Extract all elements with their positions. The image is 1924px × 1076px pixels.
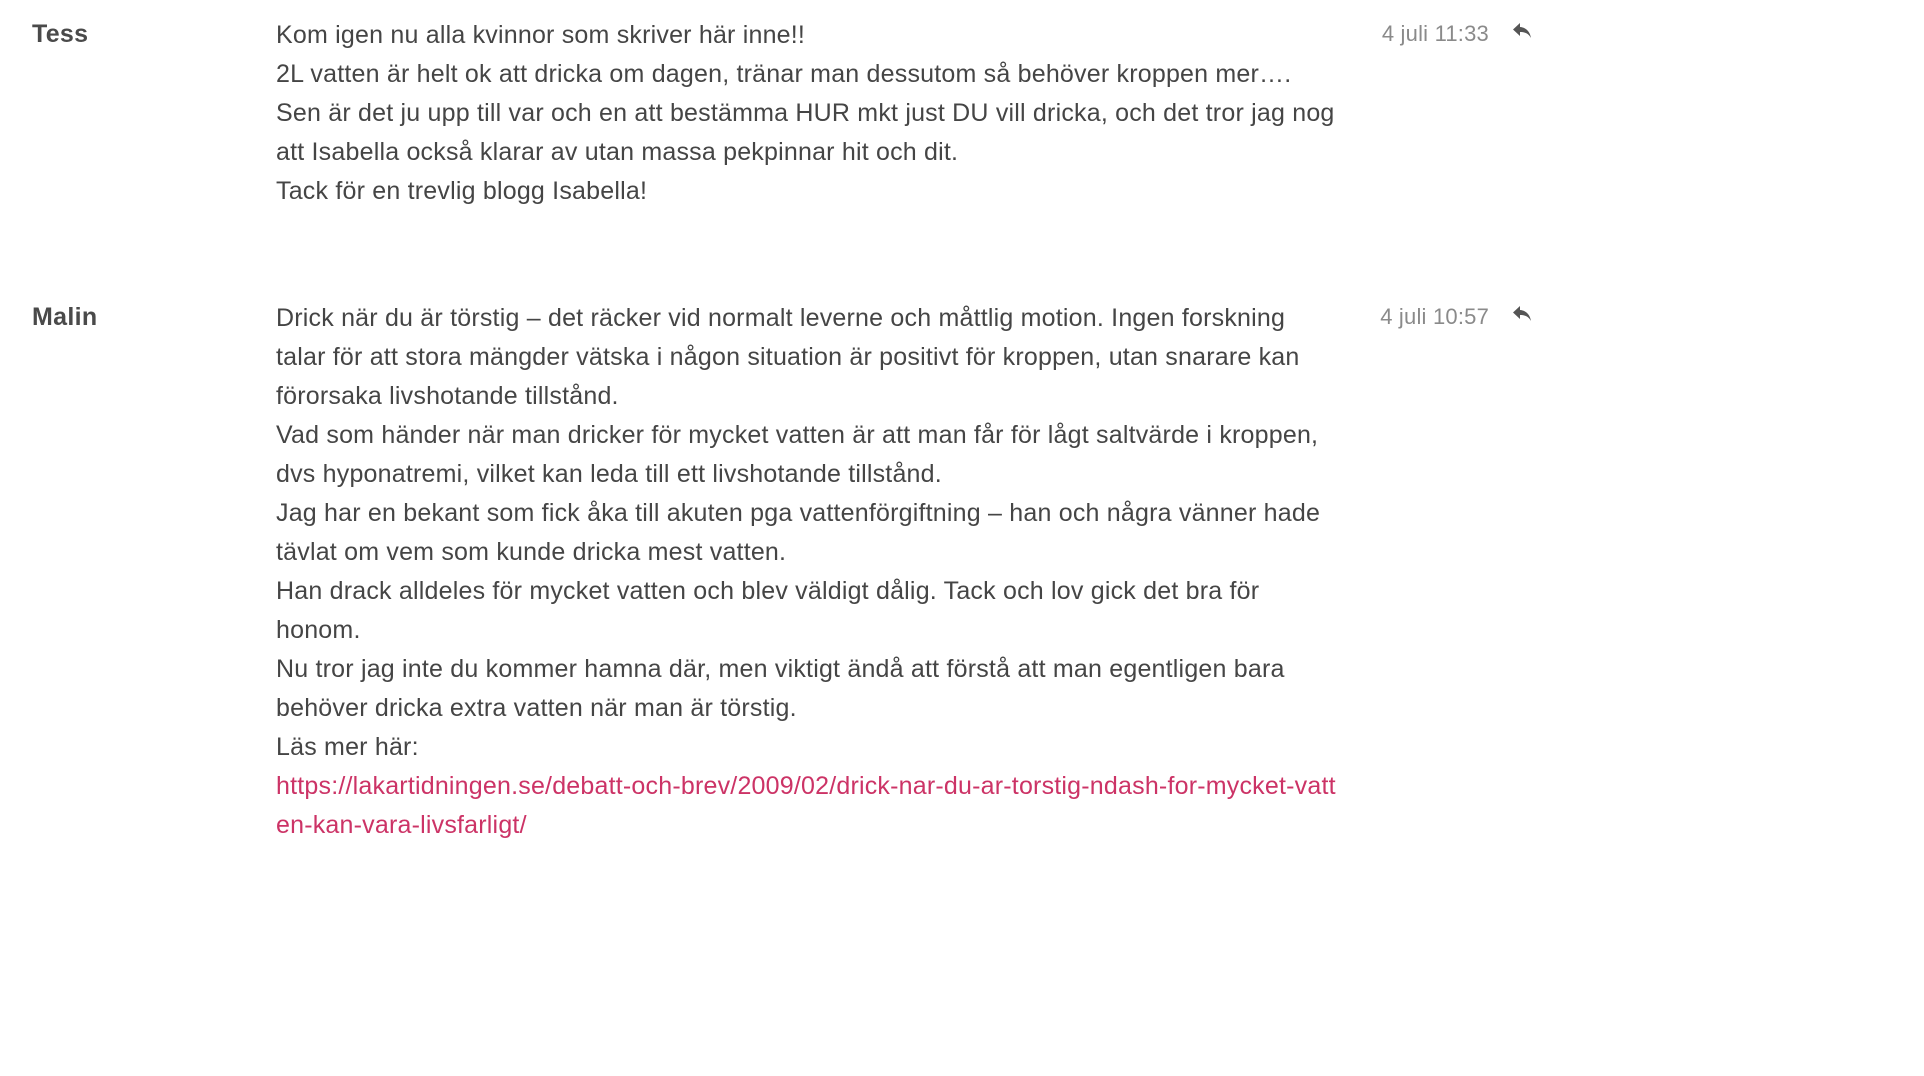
reply-icon[interactable]	[1510, 301, 1536, 327]
comment-body	[276, 299, 1336, 845]
comment-paragraph: Drick när du är törstig – det räcker vid normalt leverne och måttlig motion. Ingen forskning talar för att stora mängder vätska i någon situation är positivt för kroppen, utan snarare kan förorsaka livshotande tillstånd.	[276, 304, 1300, 410]
comment-link[interactable]: https://lakartidningen.se/debatt-och-brev/2009/02/drick-nar-du-ar-torstig-ndash-for-mycket-vatten-kan-vara-livsfarligt/	[276, 772, 1336, 839]
comment-paragraph: Kom igen nu alla kvinnor som skriver här inne!!	[276, 21, 806, 49]
comment-paragraph: Sen är det ju upp till var och en att bestämma HUR mkt just DU vill dricka, och det tror jag nog att Isabella också klarar av utan massa pekpinnar hit och dit.	[276, 99, 1335, 166]
comment-paragraph: Nu tror jag inte du kommer hamna där, men viktigt ändå att förstå att man egentligen bara behöver dricka extra vatten när man är törstig.	[276, 655, 1285, 722]
comment-paragraph: 2L vatten är helt ok att dricka om dagen, tränar man dessutom så behöver kroppen mer….	[276, 60, 1292, 88]
comment-link-paragraph	[276, 767, 1336, 845]
comment-paragraph: Jag har en bekant som fick åka till akuten pga vattenförgiftning – han och några vänner hade tävlat om vem som kunde dricka mest vatten.	[276, 499, 1321, 566]
comment-author: Tess	[32, 20, 89, 48]
reply-icon[interactable]	[1510, 18, 1536, 44]
comment-timestamp: 4 juli 11:33	[1381, 21, 1489, 46]
comment-body	[276, 16, 1336, 211]
comment-timestamp: 4 juli 10:57	[1380, 304, 1489, 329]
comment-paragraph: Vad som händer när man dricker för mycket vatten är att man får för lågt saltvärde i kroppen, dvs hyponatremi, vilket kan leda till ett livshotande tillstånd.	[276, 421, 1319, 488]
comment-paragraph: Han drack alldeles för mycket vatten och blev väldigt dålig. Tack och lov gick det bra för honom.	[276, 577, 1260, 644]
comment-paragraph: Läs mer här:	[276, 733, 419, 761]
comment-author: Malin	[32, 303, 98, 331]
comment-paragraph: Tack för en trevlig blogg Isabella!	[276, 177, 648, 205]
